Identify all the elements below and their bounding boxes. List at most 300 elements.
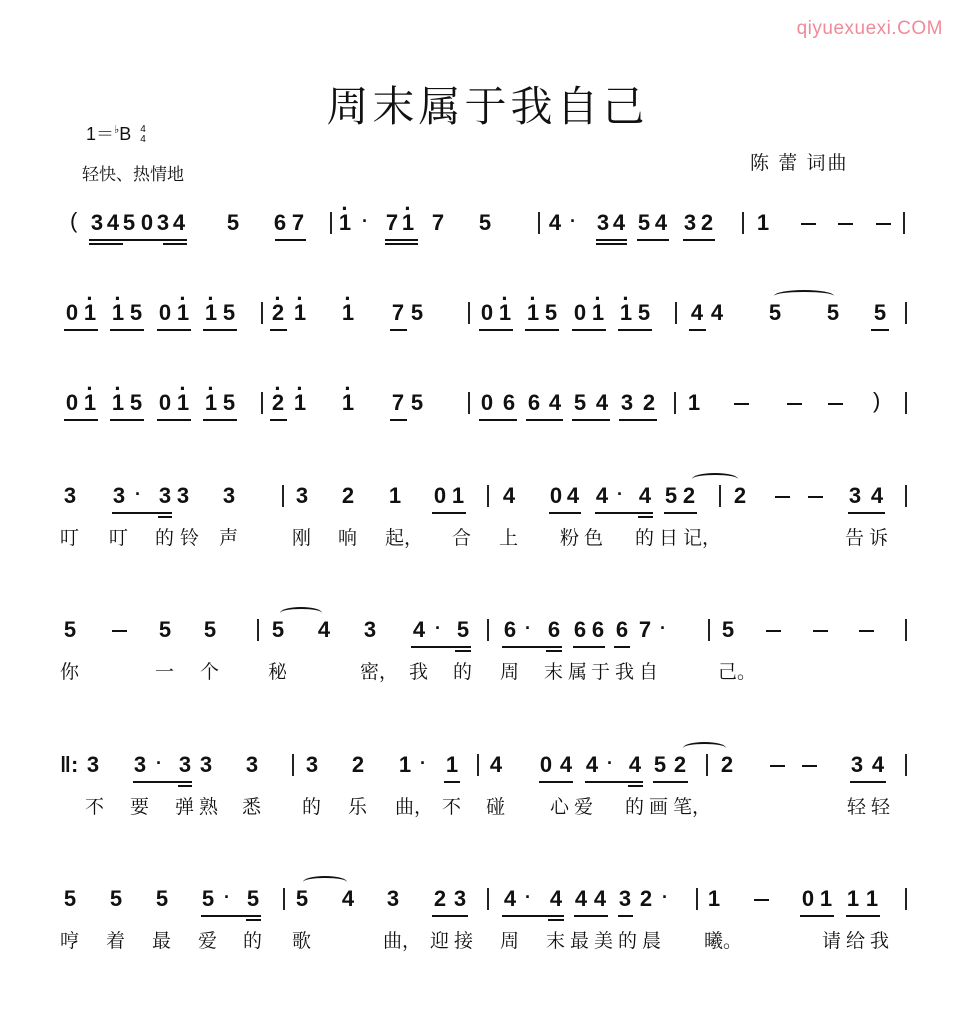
sixteenth-underline (455, 650, 471, 652)
eighth-underline (850, 781, 886, 783)
lyric-syllable: 的 (302, 796, 322, 818)
lyric-syllable: 末 (546, 930, 566, 952)
eighth-underline (270, 419, 287, 421)
lyric-syllable: 属 (568, 661, 588, 683)
lyric-syllable: 自 (639, 661, 659, 683)
note: 5 (246, 886, 260, 911)
eighth-underline (502, 915, 564, 917)
lyric-syllable: 我 (409, 661, 429, 683)
note: 1 (846, 886, 860, 911)
lyric-syllable: 上 (499, 527, 519, 549)
eighth-underline (595, 512, 653, 514)
lyric-syllable: 碰 (486, 796, 506, 818)
note: 5 (295, 886, 309, 911)
barline (719, 485, 721, 507)
note: 3 (683, 210, 697, 235)
note: 3 (453, 886, 467, 911)
lyric-syllable: 的 (618, 930, 638, 952)
note: 3 (90, 210, 104, 235)
note: 5 (544, 300, 558, 325)
sustain-dash (802, 765, 817, 767)
note: 3 (596, 210, 610, 235)
note: · 1 (174, 300, 192, 326)
note: 3 (176, 483, 190, 508)
note: 0 (433, 483, 447, 508)
lyric-syllable: 你 (60, 661, 80, 683)
note: 2 (673, 752, 687, 777)
note: 4 (585, 752, 599, 777)
lyric-syllable: 的 (155, 527, 175, 549)
augmentation-dot: · (435, 618, 441, 638)
sustain-dash (770, 765, 785, 767)
note: 4 (595, 483, 609, 508)
note: 4 (412, 617, 426, 642)
tie-slur (280, 607, 322, 619)
note: · 1 (339, 390, 357, 416)
note: 5 (201, 886, 215, 911)
note: 3 (222, 483, 236, 508)
note: 5 (158, 617, 172, 642)
note: 1 (865, 886, 879, 911)
note: 4 (870, 483, 884, 508)
barline (905, 302, 907, 324)
augmentation-dot: · (224, 887, 230, 907)
barline (674, 392, 676, 414)
time-bottom: 4 (140, 134, 146, 146)
lyric-syllable: 乐 (348, 796, 368, 818)
note: 6 (527, 390, 541, 415)
note: · 1 (202, 390, 220, 416)
lyric-syllable: 声 (219, 527, 239, 549)
lyric-syllable: 告 (845, 527, 865, 549)
lyric-syllable: 于 (591, 661, 611, 683)
note: 7 (391, 390, 405, 415)
note: 6 (503, 617, 517, 642)
barline (903, 212, 905, 234)
note: 5 (721, 617, 735, 642)
note: 1 (445, 752, 459, 777)
eighth-underline (846, 915, 880, 917)
lyric-syllable: 的 (625, 796, 645, 818)
eighth-underline (683, 239, 715, 241)
lyric-syllable: 一 (155, 661, 175, 683)
lyric-syllable: 曦。 (704, 930, 743, 952)
lyric-syllable: 爱 (198, 930, 218, 952)
note: 5 (203, 617, 217, 642)
note: 4 (574, 886, 588, 911)
note: 1 (398, 752, 412, 777)
barline (708, 619, 710, 641)
note: 2 (341, 483, 355, 508)
note: 5 (826, 300, 840, 325)
lyric-syllable: 己。 (718, 661, 757, 683)
eighth-underline (203, 419, 237, 421)
note: 5 (768, 300, 782, 325)
lyric-syllable: 熟 (199, 796, 219, 818)
barline (477, 754, 479, 776)
note: 0 (480, 390, 494, 415)
lyric-syllable: 轻 (847, 796, 867, 818)
lyric-syllable: 画 (649, 796, 669, 818)
lyric-syllable: 轻 (871, 796, 891, 818)
eighth-underline (110, 329, 144, 331)
song-title: 周末属于我自己 (326, 82, 649, 131)
lyric-syllable: 晨 (642, 930, 662, 952)
note: 5 (456, 617, 470, 642)
lyric-syllable: 心 (550, 796, 570, 818)
note: 7 (431, 210, 445, 235)
lyric-syllable: 起， (385, 527, 424, 549)
augmentation-dot: · (607, 753, 613, 773)
augmentation-dot: · (156, 753, 162, 773)
eighth-underline (432, 512, 466, 514)
lyric-syllable: 我 (615, 661, 635, 683)
note: 2 (733, 483, 747, 508)
eighth-underline (653, 781, 688, 783)
barline (905, 619, 907, 641)
augmentation-dot: · (135, 484, 141, 504)
note: · 1 (81, 390, 99, 416)
eighth-underline (637, 239, 669, 241)
note: 4 (489, 752, 503, 777)
note: 7 (391, 300, 405, 325)
sustain-dash (813, 630, 828, 632)
sustain-dash (787, 403, 802, 405)
lyric-syllable: 不 (85, 796, 105, 818)
note: 1 (707, 886, 721, 911)
note: 3 (178, 752, 192, 777)
key-note: B (119, 124, 132, 144)
lyric-syllable: 铃 (180, 527, 200, 549)
note: 4 (106, 210, 120, 235)
note: 4 (690, 300, 704, 325)
sixteenth-underline (596, 243, 627, 245)
note: 0 (140, 210, 154, 235)
lyric-syllable: 悉 (242, 796, 262, 818)
eighth-underline (526, 419, 563, 421)
eighth-underline (689, 329, 706, 331)
lyric-syllable: 着 (106, 930, 126, 952)
sustain-dash (734, 403, 749, 405)
eighth-underline (871, 329, 889, 331)
tie-slur (683, 742, 726, 754)
lyric-syllable: 响 (338, 527, 358, 549)
note: 5 (410, 300, 424, 325)
augmentation-dot: · (362, 211, 368, 231)
eighth-underline (539, 781, 573, 783)
sixteenth-underline (385, 243, 418, 245)
lyric-syllable: 不 (442, 796, 462, 818)
lyric-syllable: 记， (683, 527, 722, 549)
barline (905, 888, 907, 910)
note: · 1 (174, 390, 192, 416)
eighth-underline (614, 646, 630, 648)
note: 5 (653, 752, 667, 777)
note: 3 (156, 210, 170, 235)
note: 4 (628, 752, 642, 777)
eighth-underline (110, 419, 144, 421)
sustain-dash (801, 223, 816, 225)
barline (706, 754, 708, 776)
lyric-syllable: 周 (500, 930, 520, 952)
eighth-underline (479, 419, 517, 421)
note: 5 (410, 390, 424, 415)
note: 5 (271, 617, 285, 642)
note: 3 (386, 886, 400, 911)
note: 4 (548, 210, 562, 235)
augmentation-dot: · (570, 211, 576, 231)
eighth-underline (502, 646, 562, 648)
barline (283, 888, 285, 910)
barline (538, 212, 540, 234)
note: 5 (478, 210, 492, 235)
note: 7 (385, 210, 399, 235)
note: 7 (638, 617, 652, 642)
sustain-dash (766, 630, 781, 632)
note: 0 (158, 300, 172, 325)
note: 1 (756, 210, 770, 235)
note: 3 (86, 752, 100, 777)
eighth-underline (385, 239, 418, 241)
note: · 1 (202, 300, 220, 326)
note: 2 (720, 752, 734, 777)
note: 0 (801, 886, 815, 911)
site-watermark: qiyuexuexi.COM (796, 18, 943, 39)
note: 4 (612, 210, 626, 235)
note: 5 (222, 390, 236, 415)
note: 5 (129, 390, 143, 415)
barline (330, 212, 332, 234)
note: 4 (595, 390, 609, 415)
note: 5 (122, 210, 136, 235)
lyric-syllable: 歌 (292, 930, 312, 952)
augmentation-dot: · (525, 618, 531, 638)
note: 2 (433, 886, 447, 911)
sustain-dash (775, 496, 790, 498)
lyric-syllable: 叮 (109, 527, 129, 549)
note: · 1 (109, 300, 127, 326)
eighth-underline (596, 239, 627, 241)
repeat-start-sign: ‖: (60, 752, 79, 777)
eighth-underline (572, 419, 610, 421)
note: 5 (637, 210, 651, 235)
barline (905, 754, 907, 776)
sustain-dash (808, 496, 823, 498)
note: 7 (291, 210, 305, 235)
note: · 1 (496, 300, 514, 326)
eighth-underline (444, 781, 460, 783)
note: 4 (638, 483, 652, 508)
note: 5 (63, 886, 77, 911)
barline (675, 302, 677, 324)
note: 3 (158, 483, 172, 508)
note: 4 (502, 483, 516, 508)
note: 0 (549, 483, 563, 508)
tie-slur (692, 473, 738, 485)
note: · 1 (336, 210, 354, 236)
eighth-underline (549, 512, 581, 514)
note: · 2 (269, 390, 287, 416)
lyric-syllable: 刚 (292, 527, 312, 549)
key-signature (86, 120, 146, 146)
lyric-syllable: 迎 (430, 930, 450, 952)
eighth-underline (618, 915, 633, 917)
note: 4 (871, 752, 885, 777)
note: 0 (573, 300, 587, 325)
lyric-syllable: 曲， (383, 930, 422, 952)
note: 3 (63, 483, 77, 508)
note: 4 (654, 210, 668, 235)
note: 1 (388, 483, 402, 508)
eighth-underline (201, 915, 261, 917)
note: 0 (539, 752, 553, 777)
eighth-underline (275, 239, 306, 241)
sustain-dash (838, 223, 853, 225)
barline (468, 302, 470, 324)
lyric-syllable: 最 (152, 930, 172, 952)
note: 0 (65, 300, 79, 325)
tie-slur (774, 290, 834, 302)
lyric-syllable: 的 (635, 527, 655, 549)
barline (257, 619, 259, 641)
eighth-underline (411, 646, 471, 648)
barline (292, 754, 294, 776)
note: 3 (618, 886, 632, 911)
lyric-syllable: 诉 (869, 527, 889, 549)
note: 5 (63, 617, 77, 642)
eighth-underline (203, 329, 237, 331)
barline (487, 619, 489, 641)
note: 3 (850, 752, 864, 777)
eighth-underline (525, 329, 559, 331)
sixteenth-underline (546, 650, 562, 652)
augmentation-dot: · (662, 887, 668, 907)
note: 4 (710, 300, 724, 325)
augmentation-dot: · (660, 618, 666, 638)
lyric-syllable: 请 (822, 930, 842, 952)
barline (487, 485, 489, 507)
note: 2 (642, 390, 656, 415)
eighth-underline (848, 512, 885, 514)
note: 3 (848, 483, 862, 508)
note: 1 (451, 483, 465, 508)
note: 0 (480, 300, 494, 325)
note: 5 (129, 300, 143, 325)
author-credit: 陈 蕾 词曲 (750, 153, 849, 174)
note: 6 (502, 390, 516, 415)
note: 3 (620, 390, 634, 415)
lyric-syllable: 给 (846, 930, 866, 952)
note: 2 (351, 752, 365, 777)
note: 6 (547, 617, 561, 642)
note: 0 (158, 390, 172, 415)
note: · 2 (269, 300, 287, 326)
open-paren: ( (70, 208, 78, 233)
tie-slur (303, 876, 347, 888)
eighth-underline (432, 915, 468, 917)
sixteenth-underline (178, 785, 192, 787)
eighth-underline (157, 329, 191, 331)
note: 4 (559, 752, 573, 777)
note: · 1 (291, 300, 309, 326)
lyric-syllable: 粉 (560, 527, 580, 549)
eighth-underline (479, 329, 513, 331)
barline (487, 888, 489, 910)
lyric-syllable: 美 (594, 930, 614, 952)
lyric-syllable: 末 (544, 661, 564, 683)
eighth-underline (157, 419, 191, 421)
barline (905, 392, 907, 414)
note: 5 (155, 886, 169, 911)
sustain-dash (112, 630, 127, 632)
lyric-syllable: 的 (243, 930, 263, 952)
note: · 1 (339, 300, 357, 326)
barline (282, 485, 284, 507)
sustain-dash (859, 630, 874, 632)
note: 5 (222, 300, 236, 325)
note: 3 (133, 752, 147, 777)
tempo-marking: 轻快、热情地 (82, 165, 184, 184)
note: · 1 (81, 300, 99, 326)
note: 5 (573, 390, 587, 415)
lyric-syllable: 合 (452, 527, 472, 549)
augmentation-dot: · (420, 753, 426, 773)
note: 4 (503, 886, 517, 911)
note: 3 (305, 752, 319, 777)
lyric-syllable: 个 (200, 661, 220, 683)
note: 5 (226, 210, 240, 235)
eighth-underline (390, 419, 407, 421)
sixteenth-underline (158, 516, 172, 518)
note: · 1 (291, 390, 309, 416)
note: · 1 (399, 210, 417, 236)
lyric-syllable: 我 (870, 930, 890, 952)
note: · 1 (524, 300, 542, 326)
lyric-syllable: 叮 (60, 527, 80, 549)
eighth-underline (585, 781, 643, 783)
eighth-underline (574, 915, 608, 917)
sixteenth-underline (638, 516, 653, 518)
lyric-syllable: 要 (130, 796, 150, 818)
sustain-dash (828, 403, 843, 405)
note: 4 (341, 886, 355, 911)
note: 6 (573, 617, 587, 642)
note: · 1 (589, 300, 607, 326)
lyric-syllable: 爱 (574, 796, 594, 818)
note: 1 (819, 886, 833, 911)
lyric-syllable: 秘 (268, 661, 288, 683)
sixteenth-underline (628, 785, 643, 787)
barline (742, 212, 744, 234)
note: 4 (566, 483, 580, 508)
lyric-syllable: 最 (570, 930, 590, 952)
eighth-underline (619, 419, 657, 421)
eighth-underline (133, 781, 192, 783)
lyric-syllable: 曲， (395, 796, 434, 818)
eighth-underline (800, 915, 834, 917)
lyric-syllable: 弹 (175, 796, 195, 818)
note: 5 (873, 300, 887, 325)
note: 5 (109, 886, 123, 911)
augmentation-dot: · (617, 484, 623, 504)
note: 4 (172, 210, 186, 235)
note: 3 (295, 483, 309, 508)
barline (905, 485, 907, 507)
note: · 1 (617, 300, 635, 326)
sixteenth-underline (246, 919, 261, 921)
sustain-dash (876, 223, 891, 225)
eighth-underline (573, 646, 605, 648)
